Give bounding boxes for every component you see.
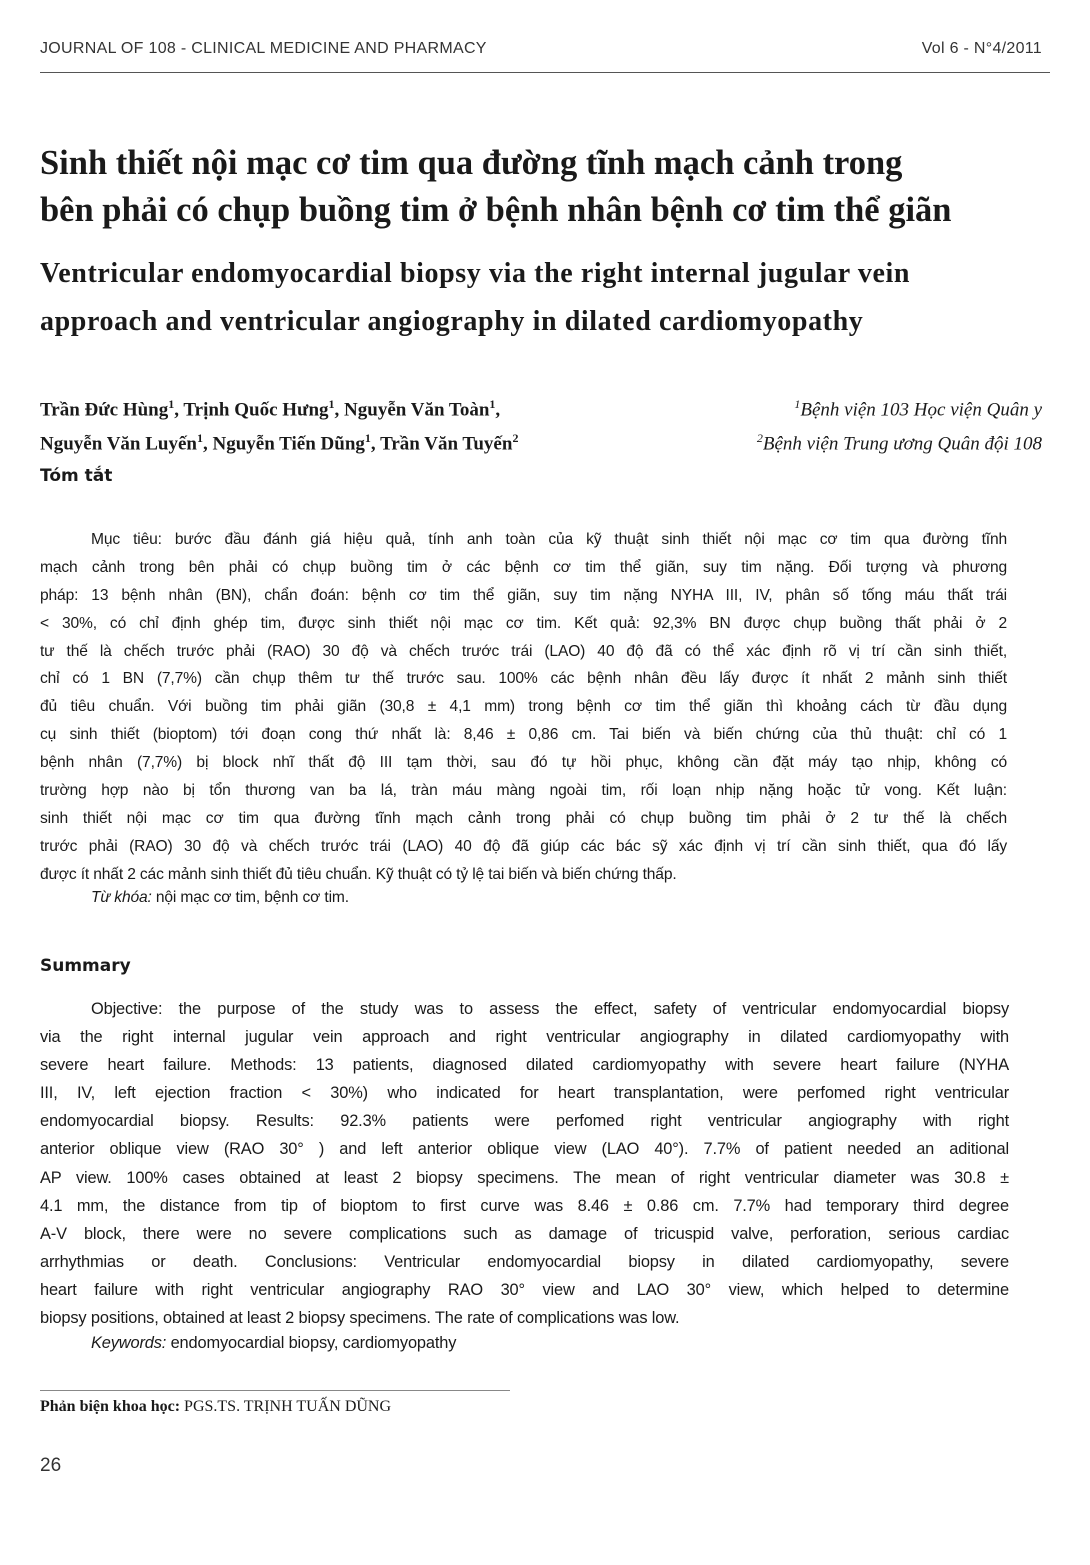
keywords-vi bbox=[40, 889, 1058, 907]
text-line: pháp: 13 bệnh nhân (BN), chẩn đoán: bệnh cơ tim thể giãn, suy tim nặng NYHA III, IV, phân số tống máu thất trái bbox=[40, 586, 1007, 604]
text-line: chỉ có 1 BN (7,7%) cần chụp thêm tư thế trước sau. 100% các bệnh nhân đều lấy được ít nhất 2 mảnh sinh thiết bbox=[40, 670, 1007, 688]
affil-mark: 1 bbox=[364, 431, 371, 446]
text-line: 4.1 mm, the distance from tip of bioptom to first curve was 8.46 ± 0.86 cm. 7.7% had temporary third degree bbox=[40, 1196, 1009, 1215]
text-line: Objective: the purpose of the study was to assess the effect, safety of ventricular endomyocardial biopsy bbox=[91, 1000, 1009, 1018]
author: Nguyễn Văn Luyến bbox=[40, 433, 197, 455]
text-line: sinh thiết nội mạc cơ tim qua đường tĩnh mạch cảnh trong phải có chụp buồng tim phải ở 2 tư thế là chếch bbox=[40, 809, 1007, 827]
title-vietnamese bbox=[40, 140, 1045, 234]
text-line: biopsy positions, obtained at least 2 biopsy specimens. The rate of complications was low. bbox=[40, 1309, 680, 1328]
text-line: bệnh nhân (7,7%) bị block nhĩ thất độ III tạm thời, sau đó tự hồi phục, không cần đặt máy tạo nhịp, không có bbox=[40, 754, 1007, 772]
affil-mark: 1 bbox=[328, 397, 335, 411]
text-line: anterior oblique view (RAO 30° ) and left anterior oblique view (LAO 40°). 7.7% of patient needed an aditional bbox=[40, 1140, 1009, 1159]
text-line: endomyocardial biopsy. Results: 92.3% patients were perfomed right ventricular angiography with right bbox=[40, 1112, 1009, 1131]
title-line: Sinh thiết nội mạc cơ tim qua đường tĩnh mạch cảnh trong bbox=[40, 144, 903, 182]
issue-number: Vol 6 - N°4/2011 bbox=[921, 40, 1042, 57]
keywords-label: Từ khóa: bbox=[91, 889, 152, 906]
affil-mark: 1 bbox=[489, 397, 496, 411]
journal-name: JOURNAL OF 108 - CLINICAL MEDICINE AND PHARMACY bbox=[40, 40, 487, 57]
text-line: được ít nhất 2 các mảnh sinh thiết đủ tiêu chuẩn. Kỹ thuật có tỷ lệ tai biến và biến chứng thấp. bbox=[40, 865, 677, 883]
text-line: < 30%, có chỉ định ghép tim, được sinh thiết nội mạc cơ tim. Kết quả: 92,3% BN được chụp buồng thất phải ở 2 bbox=[40, 614, 1007, 632]
author-list bbox=[40, 390, 518, 459]
author: , Trịnh Quốc Hưng bbox=[174, 399, 329, 421]
author: , Nguyễn Tiến Dũng bbox=[202, 433, 365, 455]
affil-mark: 2 bbox=[512, 431, 519, 446]
title-line: approach and ventricular angiography in dilated cardiomyopathy bbox=[40, 306, 864, 337]
text-line: cụ sinh thiết (bioptom) tới đoạn cong thứ nhất là: 8,46 ± 0,86 cm. Tai biến và biến chứng của thủ thuật: chỉ có 1 bbox=[40, 726, 1007, 744]
text-line: trước phải (RAO) 30 độ và chếch trước trái (LAO) 40 độ đã giúp các bác sỹ xác định vị trí cần sinh thiết, qua đó lấy bbox=[40, 837, 1007, 855]
abstract-heading-en: Summary bbox=[40, 956, 131, 976]
text-line: arrhythmias or death. Conclusions: Ventricular endomyocardial biopsy in dilated cardiomyopathy, severe bbox=[40, 1252, 1009, 1271]
affiliation: $^2$Bệnh viện Trung ương Quân đội 108 bbox=[756, 431, 1042, 455]
separator: , bbox=[495, 399, 501, 421]
keywords-en bbox=[40, 1334, 1058, 1353]
reviewer-note: Phản biện khoa học: PGS.TS. TRỊNH TUẤN DŨNG bbox=[40, 1398, 392, 1415]
title-line: bên phải có chụp buồng tim ở bệnh nhân bệnh cơ tim thể giãn bbox=[40, 191, 952, 229]
text-line: severe heart failure. Methods: 13 patients, diagnosed dilated cardiomyopathy with severe heart failure (NYHA bbox=[40, 1056, 1009, 1075]
text-line: trường hợp nào bị tổn thương van ba lá, tràn máu màng ngoài tim, rối loạn nhịp nặng hoặc tử vong. Kết luận: bbox=[40, 782, 1007, 800]
affiliation: $^1$Bệnh viện 103 Học viện Quân y bbox=[794, 397, 1042, 421]
text-line: AP view. 100% cases obtained at least 2 biopsy specimens. The mean of right ventricular diameter was 30.8 ± bbox=[40, 1168, 1009, 1187]
footer-rule bbox=[40, 1390, 510, 1391]
title-english bbox=[40, 250, 1045, 346]
text-line: A-V block, there were no severe complications such as damage of tricuspid valve, perforation, serious cardiac bbox=[40, 1224, 1009, 1243]
author: , Nguyễn Văn Toàn bbox=[334, 399, 490, 421]
text-line: đủ tiêu chuẩn. Với buồng tim phải giãn (30,8 ± 4,1 mm) trong bệnh cơ tim thể giãn thì khoảng cách từ đầu dụng bbox=[40, 698, 1007, 716]
abstract-heading-vi: Tóm tắt bbox=[40, 466, 113, 486]
abstract-en bbox=[40, 995, 1009, 1332]
text-line: via the right internal jugular vein approach and right ventricular angiography in dilated cardiomyopathy with bbox=[40, 1028, 1009, 1047]
text-line: III, IV, left ejection fraction < 30%) who indicated for heart transplantation, were perfomed right ventricular bbox=[40, 1084, 1009, 1103]
text-line: tư thế là chếch trước phải (RAO) 30 độ và chếch trước trái (LAO) 40 độ đã có thể xác định rõ vị trí cần sinh thiết, bbox=[40, 642, 1007, 660]
text-line: heart failure with right ventricular angiography RAO 30° view and LAO 30° view, which helped to determine bbox=[40, 1280, 1009, 1299]
keywords-text: endomyocardial biopsy, cardiomyopathy bbox=[166, 1334, 457, 1352]
author: Trần Đức Hùng bbox=[40, 399, 169, 421]
abstract-vi bbox=[40, 526, 1007, 889]
affil-mark: 1 bbox=[168, 397, 175, 411]
affiliations bbox=[757, 390, 1042, 459]
keywords-text: nội mạc cơ tim, bệnh cơ tim. bbox=[151, 889, 349, 906]
header-rule bbox=[40, 72, 1050, 73]
author: , Trần Văn Tuyến bbox=[370, 433, 513, 455]
text-line: Mục tiêu: bước đầu đánh giá hiệu quả, tính anh toàn của kỹ thuật sinh thiết nội mạc cơ tim qua đường tĩnh bbox=[91, 531, 1007, 548]
affil-mark: 1 bbox=[196, 431, 203, 446]
keywords-label: Keywords: bbox=[91, 1334, 167, 1352]
title-line: Ventricular endomyocardial biopsy via the right internal jugular vein bbox=[40, 258, 911, 289]
text-line: mạch cảnh trong bên phải có chụp buồng tim ở các bệnh cơ tim thể giãn, suy tim nặng. Đối tượng và phương bbox=[40, 558, 1007, 576]
page-number: 26 bbox=[40, 1455, 62, 1476]
